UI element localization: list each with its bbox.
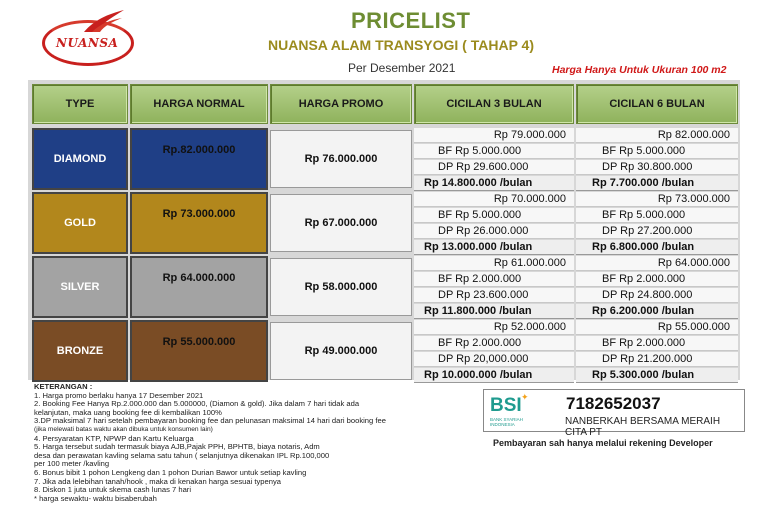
- account-name: NANBERKAH BERSAMA MERAIH CITA PT: [565, 416, 721, 438]
- bsi-star-icon: ✦: [521, 393, 529, 403]
- promo-price-cell: Rp 49.000.000: [270, 322, 412, 380]
- bsi-logo-subtitle: BANK SYARIAH INDONESIA: [490, 417, 523, 427]
- installment-3-total: Rp 14.800.000 /bulan: [414, 176, 574, 191]
- column-header-installment-3: CICILAN 3 BULAN: [414, 84, 574, 124]
- installment-3-line: BF Rp 2.000.000: [414, 272, 574, 287]
- note-item: 2. Booking Fee Hanya Rp.2.000.000 dan 5.000000, (Diamon & gold). Jika dalam 7 hari tidak ada: [34, 399, 360, 409]
- installment-6-total: Rp 6.200.000 /bulan: [576, 304, 738, 319]
- installment-6-line: DP Rp 27.200.000: [576, 224, 738, 239]
- price-period: Per Desember 2021: [348, 61, 456, 75]
- installment-3-line: DP Rp 29.600.000: [414, 160, 574, 175]
- promo-price-cell: Rp 58.000.000: [270, 258, 412, 316]
- tier-name: SILVER: [60, 281, 100, 293]
- column-header-installment-6: CICILAN 6 BULAN: [576, 84, 738, 124]
- column-header-promo-price: HARGA PROMO: [270, 84, 412, 124]
- size-note: Harga Hanya Untuk Ukuran 100 m2: [552, 64, 727, 76]
- installment-6-line: DP Rp 21.200.000: [576, 352, 738, 367]
- installment-6-line: DP Rp 30.800.000: [576, 160, 738, 175]
- installment-6-line: Rp 64.000.000: [576, 256, 738, 271]
- installment-6-line: DP Rp 24.800.000: [576, 288, 738, 303]
- installment-6-line: BF Rp 2.000.000: [576, 336, 738, 351]
- note-item: desa dan perawatan kavling selama satu tahun ( selanjutnya dikenakan IPL Rp.100,000: [34, 450, 330, 460]
- installment-6-total: Rp 6.800.000 /bulan: [576, 240, 738, 255]
- price-table: [28, 80, 740, 380]
- normal-price-cell: Rp 55.000.000: [130, 320, 268, 382]
- installment-3-line: DP Rp 26.000.000: [414, 224, 574, 239]
- logo-text: NUANSA: [56, 36, 119, 50]
- installment-3-total: Rp 11.800.000 /bulan: [414, 304, 574, 319]
- promo-price-cell: Rp 76.000.000: [270, 130, 412, 188]
- notes-section: [34, 383, 444, 503]
- note-item: (jika melewati batas waktu akan dibuka untuk konsumen lain): [34, 425, 213, 433]
- note-item: 8. Diskon 1 juta untuk skema cash lunas 7 hari: [34, 485, 192, 495]
- nuansa-logo: [38, 6, 138, 70]
- installment-3-line: BF Rp 5.000.000: [414, 144, 574, 159]
- installment-6-line: BF Rp 5.000.000: [576, 144, 738, 159]
- note-item: kelanjutan, maka uang booking fee di kembalikan 100%: [34, 407, 222, 417]
- installment-3-line: BF Rp 2.000.000: [414, 336, 574, 351]
- normal-price-cell: Rp 73.000.000: [130, 192, 268, 254]
- tier-name: DIAMOND: [53, 153, 107, 165]
- note-item: 3.DP maksimal 7 hari setelah pembayaran booking fee dan pelunasan maksimal 14 hari dari booking fee: [34, 416, 386, 426]
- installment-3-total: Rp 10.000.000 /bulan: [414, 368, 574, 383]
- installment-6-line: Rp 73.000.000: [576, 192, 738, 207]
- promo-price-cell: Rp 67.000.000: [270, 194, 412, 252]
- installment-6-line: BF Rp 5.000.000: [576, 208, 738, 223]
- note-item: 7. Jika ada lelebihan tanah/hook , maka di kenakan harga sesuai typenya: [34, 476, 281, 486]
- bsi-logo: BSI: [490, 395, 522, 416]
- installment-6-total: Rp 5.300.000 /bulan: [576, 368, 738, 383]
- installment-3-line: Rp 79.000.000: [414, 128, 574, 143]
- column-header-normal-price: HARGA NORMAL: [130, 84, 268, 124]
- installment-3-total: Rp 13.000.000 /bulan: [414, 240, 574, 255]
- note-item: 1. Harga promo berlaku hanya 17 Desember 2021: [34, 390, 204, 400]
- account-number: 7182652037: [566, 394, 661, 413]
- tier-name: GOLD: [64, 217, 96, 229]
- bank-account-box: [483, 389, 745, 438]
- installment-3-line: DP Rp 20,000.000: [414, 352, 574, 367]
- note-item: 5. Harga tersebut sudah termasuk biaya AJB,Pajak PPH, BPHTB, biaya notaris, Adm: [34, 442, 320, 452]
- payment-note: Pembayaran sah hanya melalui rekening Developer: [493, 438, 713, 448]
- page-title: PRICELIST: [351, 8, 471, 33]
- note-item: 4. Persyaratan KTP, NPWP dan Kartu Keluarga: [34, 433, 194, 443]
- normal-price-cell: Rp 64.000.000: [130, 256, 268, 318]
- tier-name: BRONZE: [56, 345, 104, 357]
- notes-heading: KETERANGAN :: [34, 382, 93, 391]
- note-item: 6. Bonus bibit 1 pohon Lengkeng dan 1 pohon Durian Bawor untuk setiap kavling: [34, 467, 307, 477]
- normal-price-cell: Rp.82.000.000: [130, 128, 268, 190]
- logo-wing-icon: [82, 8, 126, 34]
- installment-3-line: Rp 61.000.000: [414, 256, 574, 271]
- installment-6-total: Rp 7.700.000 /bulan: [576, 176, 738, 191]
- installment-3-line: Rp 70.000.000: [414, 192, 574, 207]
- installment-6-line: BF Rp 2.000.000: [576, 272, 738, 287]
- installment-3-line: Rp 52.000.000: [414, 320, 574, 335]
- note-item: per 100 meter /kavling: [34, 459, 110, 469]
- installment-6-line: Rp 82.000.000: [576, 128, 738, 143]
- installment-6-line: Rp 55.000.000: [576, 320, 738, 335]
- installment-3-line: BF Rp 5.000.000: [414, 208, 574, 223]
- note-item: * harga sewaktu- waktu bisaberubah: [34, 493, 157, 503]
- column-header-type: TYPE: [32, 84, 128, 124]
- installment-3-line: DP Rp 23.600.000: [414, 288, 574, 303]
- project-name: NUANSA ALAM TRANSYOGI ( TAHAP 4): [268, 37, 534, 53]
